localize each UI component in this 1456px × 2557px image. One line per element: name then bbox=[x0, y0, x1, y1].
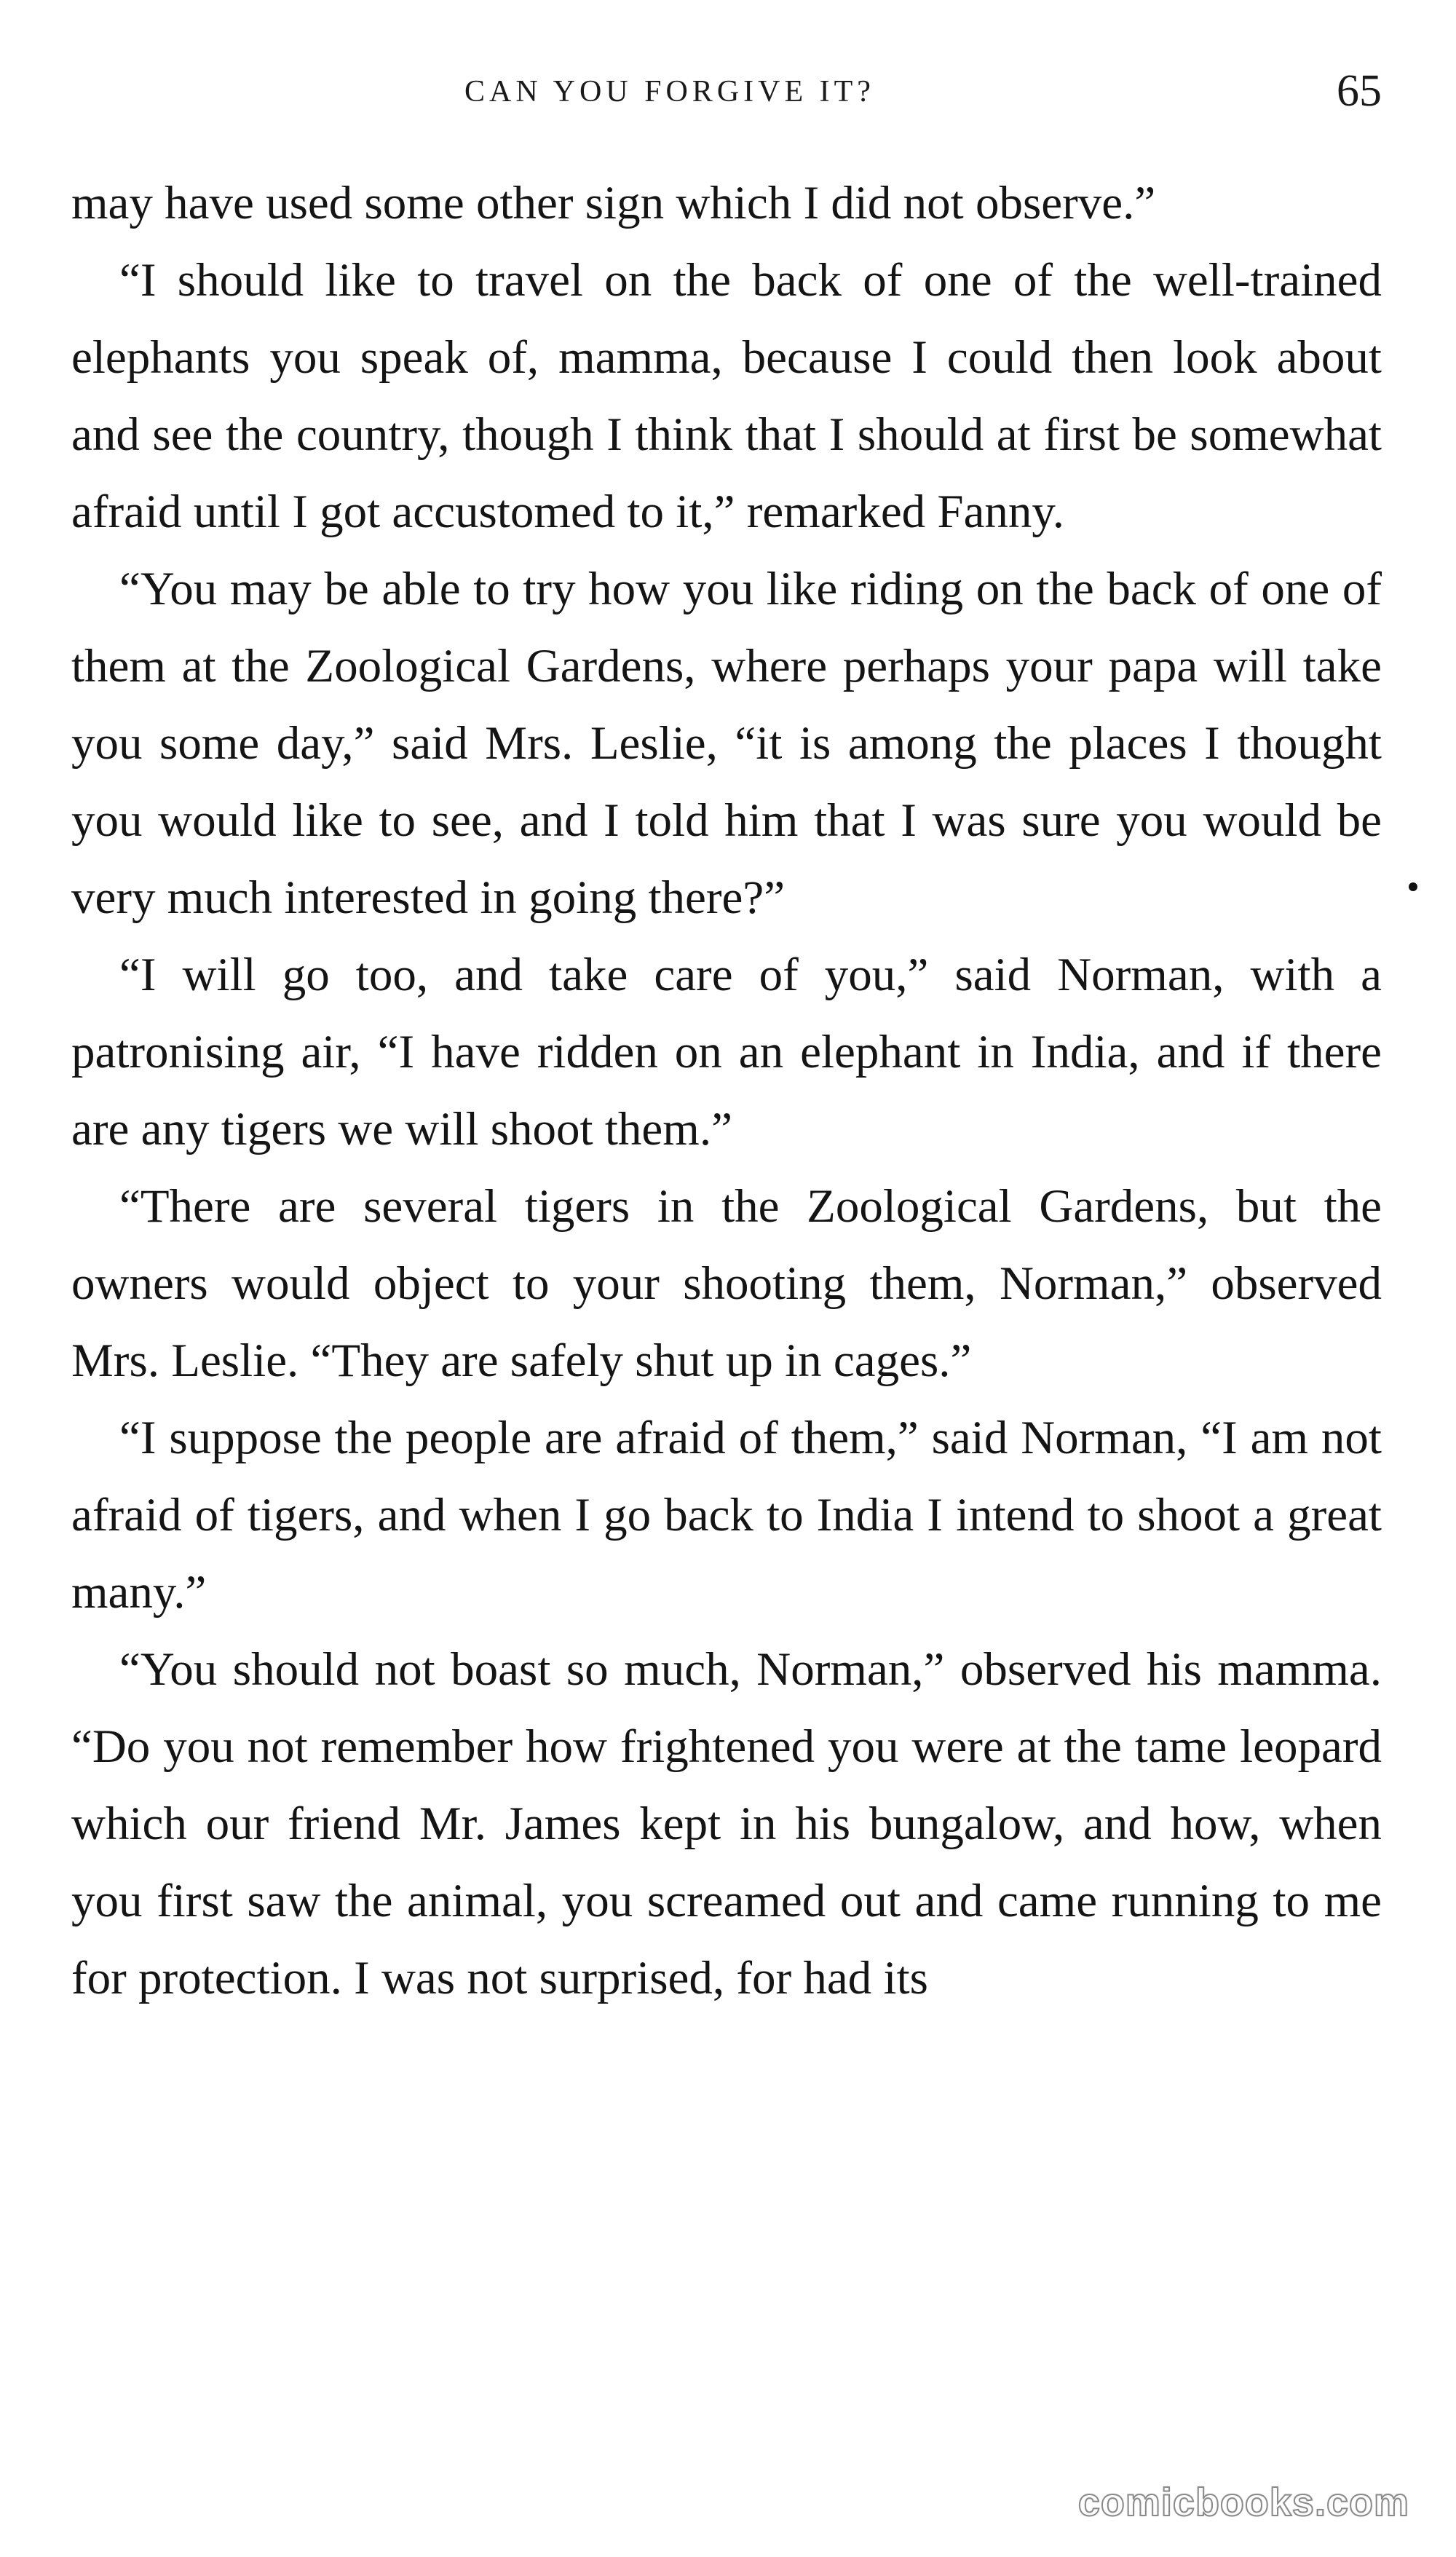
watermark-text: comicbooks.com bbox=[1077, 2481, 1409, 2524]
body-text bbox=[71, 165, 1382, 2480]
running-head bbox=[71, 66, 1382, 124]
watermark bbox=[1078, 2477, 1409, 2528]
paragraph: “I should like to travel on the back of one of the well-trained elephants you speak of, mamma, because I could then look about and see the country, though I think that I should at first be somewhat afraid until I got accustomed to it,” remarked Fanny. bbox=[71, 254, 1382, 538]
chapter-title: CAN YOU FORGIVE IT? bbox=[464, 75, 875, 108]
page-number: 65 bbox=[1337, 66, 1382, 116]
paragraph: may have used some other sign which I did not observe.” bbox=[71, 177, 1156, 229]
paragraph: “I suppose the people are afraid of them,” said Norman, “I am not afraid of tigers, and when I go back to India I intend to shoot a great many.” bbox=[71, 1412, 1382, 1619]
paragraph: “You may be able to try how you like riding on the back of one of them at the Zoological Gardens, where perhaps your papa will take you some day,” said Mrs. Leslie, “it is among the places I thought you would like to see, and I told him that I was sure you would be very much interested in going there?” bbox=[71, 563, 1382, 924]
paragraph: “You should not boast so much, Norman,” observed his mamma. “Do you not remember how frightened you were at the tame leopard which our friend Mr. James kept in his bungalow, and how, when you first saw the animal, you screamed out and came running to me for protection. I was not surprised, for had its bbox=[71, 1643, 1382, 2004]
paragraph: “I will go too, and take care of you,” said Norman, with a patronising air, “I have ridden on an elephant in India, and if there are any tigers we will shoot them.” bbox=[71, 949, 1382, 1155]
margin-ink-mark bbox=[1409, 882, 1417, 891]
paragraph: “There are several tigers in the Zoological Gardens, but the owners would object to your shooting them, Norman,” observed Mrs. Leslie. “They are safely shut up in cages.” bbox=[71, 1180, 1382, 1387]
